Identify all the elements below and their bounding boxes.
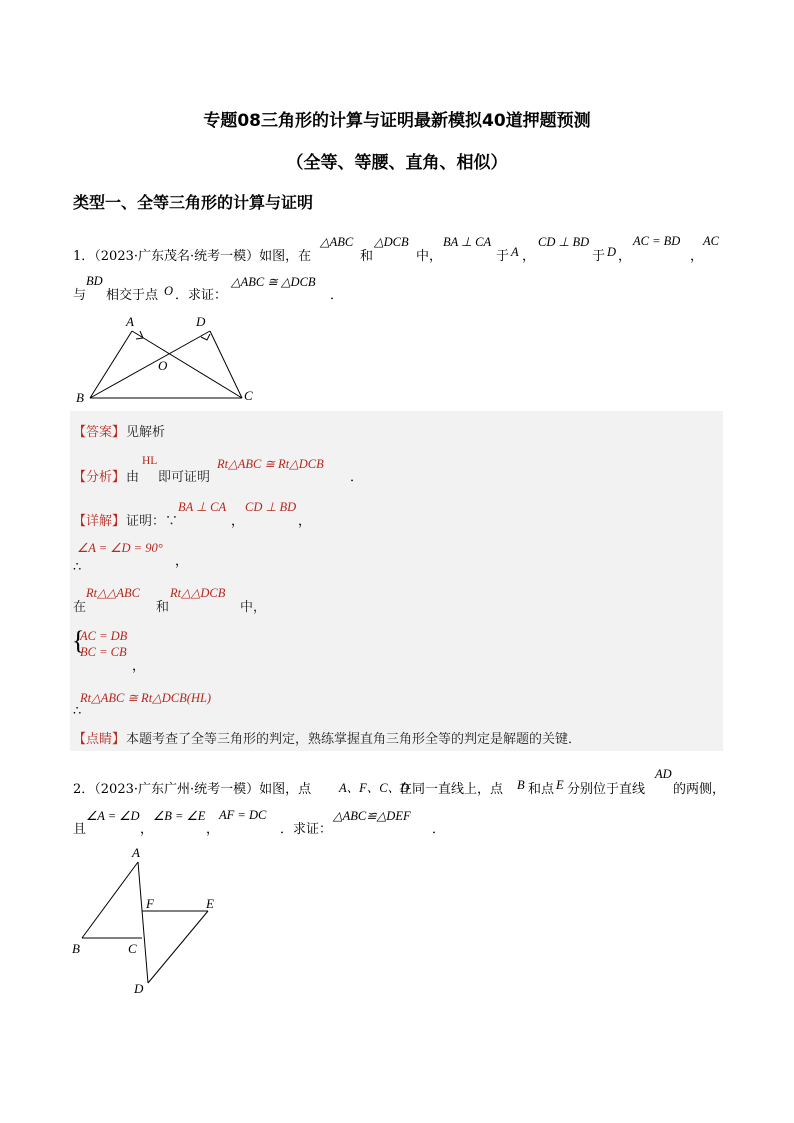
q2-cond-angle-b: ∠B = ∠E: [153, 809, 206, 823]
q1-cond-ba-perp-ca: BA ⊥ CA: [443, 235, 492, 249]
document-title: 专题08三角形的计算与证明最新模拟40道押题预测: [203, 111, 591, 131]
q1-comma2: ，: [618, 249, 632, 264]
analysis-prove: 即可证明: [158, 470, 211, 485]
system-end: ，: [132, 659, 146, 674]
therefore-2: ∴: [73, 704, 82, 719]
q2-points: A、F、C、D: [339, 781, 410, 795]
step-angles-end: ，: [175, 554, 189, 569]
q1-point-a: A: [511, 245, 519, 259]
step-in: 在: [73, 600, 87, 615]
q2-line-ad: AD: [655, 767, 672, 781]
q1-cond-ac-eq-bd: AC = BD: [633, 234, 681, 248]
fig2-label-b: B: [72, 941, 80, 956]
q2-mid2: 分别位于直线: [567, 782, 646, 797]
document-subtitle: （全等、等腰、直角、相似）: [286, 153, 508, 173]
q1-comma: ，: [522, 249, 536, 264]
fig1-label-b: B: [76, 390, 84, 405]
q2-and2: 且: [73, 822, 87, 837]
fig1-label-a: A: [126, 314, 134, 329]
q2-comma2: ，: [206, 822, 220, 837]
detail-because: 证明：∵: [126, 514, 179, 529]
q1-cond-cd-perp-bd: CD ⊥ BD: [538, 235, 590, 249]
q1-at2: 于: [592, 249, 606, 264]
detail-comma: ，: [231, 514, 245, 529]
answer-tag: 【答案】: [73, 425, 126, 440]
q2-cond-angle-a: ∠A = ∠D: [86, 809, 140, 823]
q1-mid: 中，: [416, 249, 443, 264]
analysis-goal: Rt△ABC ≅ Rt△DCB: [217, 457, 324, 471]
fig2-label-d: D: [134, 981, 144, 996]
q2-point-e: E: [556, 778, 564, 792]
q1-intersect: 相交于点: [106, 288, 159, 303]
detail-cond2: CD ⊥ BD: [245, 500, 297, 514]
fig2-label-e: E: [206, 896, 214, 911]
analysis-end: ．: [350, 470, 364, 485]
q2-prefix: 2．（2023·广东广州·统考一模）如图，点: [73, 782, 312, 797]
q1-at: 于: [496, 249, 510, 264]
q2-prove: ．求证：: [280, 822, 333, 837]
fig2-label-f: F: [146, 896, 154, 911]
system-brace: {: [72, 626, 85, 655]
fig1-label-c: C: [244, 388, 253, 403]
comment-tag: 【点睛】: [73, 732, 126, 747]
q1-point-d: D: [607, 245, 617, 259]
q2-and: 和点: [528, 782, 555, 797]
q2-goal: △ABC≌△DEF: [333, 809, 411, 823]
system-eq-2: BC = CB: [80, 645, 127, 659]
q2-point-b: B: [517, 778, 525, 792]
q2-cond-af-eq-dc: AF = DC: [219, 808, 267, 822]
conclusion: Rt△ABC ≅ Rt△DCB(HL): [80, 691, 212, 705]
system-eq-1: AC = DB: [80, 629, 128, 643]
step-rt-dcb: Rt△△DCB: [170, 586, 226, 600]
fig1-label-d: D: [196, 314, 206, 329]
fig2-label-c: C: [128, 941, 137, 956]
step-angles: ∠A = ∠D = 90°: [77, 541, 163, 555]
q2-comma1: ，: [140, 822, 154, 837]
q1-period: ．: [330, 288, 344, 303]
step-rt-abc: Rt△△ABC: [86, 586, 140, 600]
q1-prove: ．求证：: [175, 288, 228, 303]
q1-triangle-abc: △ABC: [320, 235, 354, 249]
q1-comma3: ，: [690, 249, 704, 264]
q2-end: 的两侧，: [673, 782, 726, 797]
q1-segment-ac: AC: [703, 234, 719, 248]
section-heading: 类型一、全等三角形的计算与证明: [73, 193, 314, 212]
q1-with: 与: [73, 288, 87, 303]
fig2-label-a: A: [132, 845, 140, 860]
q1-goal: △ABC ≅ △DCB: [231, 275, 316, 289]
comment-text: 本题考查了全等三角形的判定，熟练掌握直角三角形全等的判定是解题的关键．: [126, 732, 582, 747]
step-and: 和: [156, 600, 170, 615]
q1-point-o: O: [164, 284, 174, 298]
detail-cond1: BA ⊥ CA: [178, 500, 227, 514]
figure-2: [60, 840, 240, 1000]
answer-text: 见解析: [126, 425, 166, 440]
step-in-end: 中，: [240, 600, 267, 615]
analysis-tag: 【分析】: [73, 470, 126, 485]
q2-mid: 在同一直线上，点: [399, 782, 504, 797]
q1-triangle-dcb: △DCB: [374, 235, 409, 249]
q2-period: ．: [432, 822, 446, 837]
detail-tag: 【详解】: [73, 514, 126, 529]
q1-and: 和: [360, 249, 374, 264]
detail-end: ，: [298, 514, 312, 529]
therefore-1: ∴: [73, 560, 82, 575]
q1-segment-bd: BD: [86, 274, 103, 288]
fig1-label-o: O: [158, 358, 168, 373]
q1-prefix: 1．（2023·广东茂名·统考一模）如图，在: [73, 249, 312, 264]
analysis-by: 由: [126, 470, 140, 485]
analysis-hl: HL: [142, 455, 158, 467]
figure-1: [70, 310, 270, 410]
